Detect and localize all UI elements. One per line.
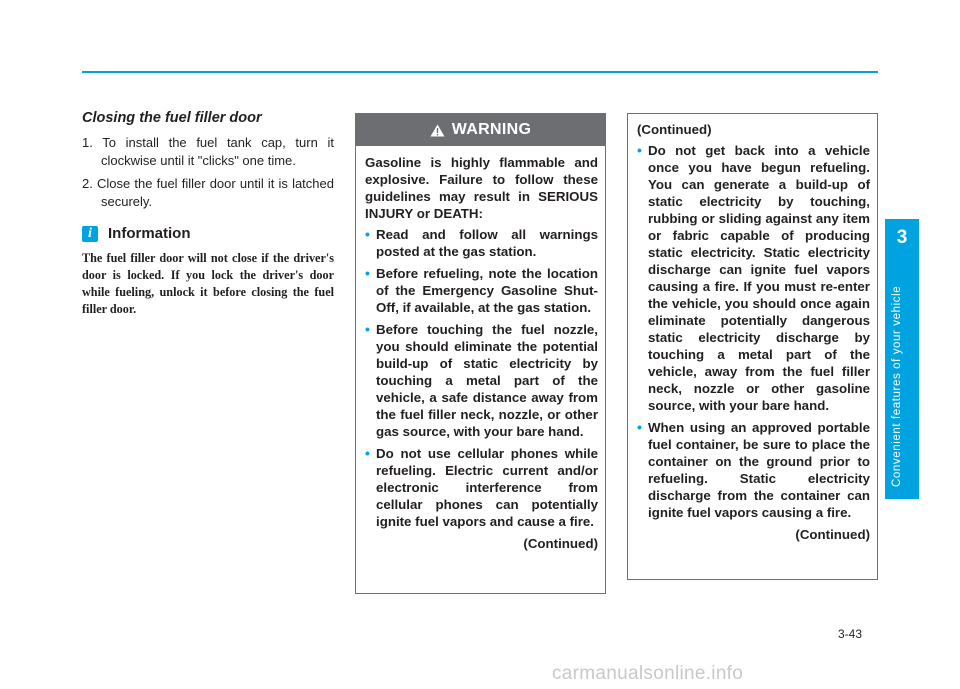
- bullet-icon: •: [637, 419, 642, 435]
- warning-intro: Gasoline is highly flammable and explosive. Failure to follow these guidelines may result in SERIOUS INJURY or DEATH:: [365, 155, 598, 221]
- bullet-icon: •: [365, 445, 370, 461]
- warning-bullet: [365, 321, 598, 440]
- top-rule: [82, 71, 878, 73]
- continued-label: (Continued): [795, 527, 870, 542]
- step-item: 2. Close the fuel filler door until it is latched securely.: [82, 176, 334, 209]
- section-title: Closing the fuel filler door: [82, 110, 262, 126]
- info-text: The fuel filler door will not close if the driver's door is locked. If you lock the driver's door while fueling, unlock it before closing the fuel filler door.: [82, 251, 334, 316]
- bullet-text: When using an approved portable fuel container, be sure to place the container on the ground prior to refueling. Static electricity discharge from the container can ignite fuel vapors causing a fire.: [648, 420, 870, 520]
- chapter-tab: [885, 219, 919, 499]
- warning-body: [356, 146, 605, 552]
- warning-bullet: [365, 265, 598, 316]
- warning-box: [355, 113, 606, 594]
- chapter-number: 3: [896, 227, 908, 248]
- warning-continued-body: [628, 114, 877, 543]
- warning-continued-box: [627, 113, 878, 580]
- continued-label: (Continued): [523, 536, 598, 551]
- warning-triangle-icon: [430, 124, 445, 137]
- warning-bullet: [365, 226, 598, 260]
- bullet-text: Before refueling, note the location of the Emergency Gasoline Shut-Off, if available, at the gas station.: [376, 266, 598, 315]
- steps-list: [82, 134, 334, 211]
- bullet-text: Do not get back into a vehicle once you have begun refueling. You can generate a build-up of static electricity by touching, rubbing or sliding against any item or fabric capable of producing static electricity. Static electricity discharge can ignite fuel vapors causing a fire. If you must re-enter the vehicle, you should once again eliminate potentially dangerous static electricity discharge by touching a metal part of the vehicle, away from the fuel filler neck, nozzle or other gasoline source, with your bare hand.: [648, 143, 870, 413]
- main-column: [82, 110, 334, 318]
- info-icon: i: [82, 226, 98, 242]
- page-number: 3-43: [838, 627, 863, 641]
- continued-heading: (Continued): [637, 122, 712, 137]
- warning-bullet: [637, 142, 870, 414]
- warning-bullet: [637, 419, 870, 521]
- watermark: carmanualsonline.info: [552, 663, 744, 684]
- warning-bullet: [365, 445, 598, 530]
- bullet-text: Before touching the fuel nozzle, you should eliminate the potential build-up of static electricity by touching a metal part of the vehicle, a safe distance away from the fuel filler neck, nozzle, or other gas source, with your bare hand.: [376, 322, 598, 439]
- bullet-text: Read and follow all warnings posted at the gas station.: [376, 227, 598, 259]
- bullet-icon: •: [637, 142, 642, 158]
- info-header: [82, 225, 334, 242]
- step-item: 1. To install the fuel tank cap, turn it clockwise until it "clicks" one time.: [82, 135, 334, 168]
- bullet-text: Do not use cellular phones while refueling. Electric current and/or electronic interference from cellular phones can potentially ignite fuel vapors and cause a fire.: [376, 446, 598, 529]
- info-title: Information: [108, 225, 191, 242]
- bullet-icon: •: [365, 226, 370, 242]
- chapter-title: Convenient features of your vehicle: [891, 285, 903, 487]
- bullet-icon: •: [365, 265, 370, 281]
- warning-label: WARNING: [451, 121, 532, 138]
- warning-header: [356, 114, 605, 146]
- bullet-icon: •: [365, 321, 370, 337]
